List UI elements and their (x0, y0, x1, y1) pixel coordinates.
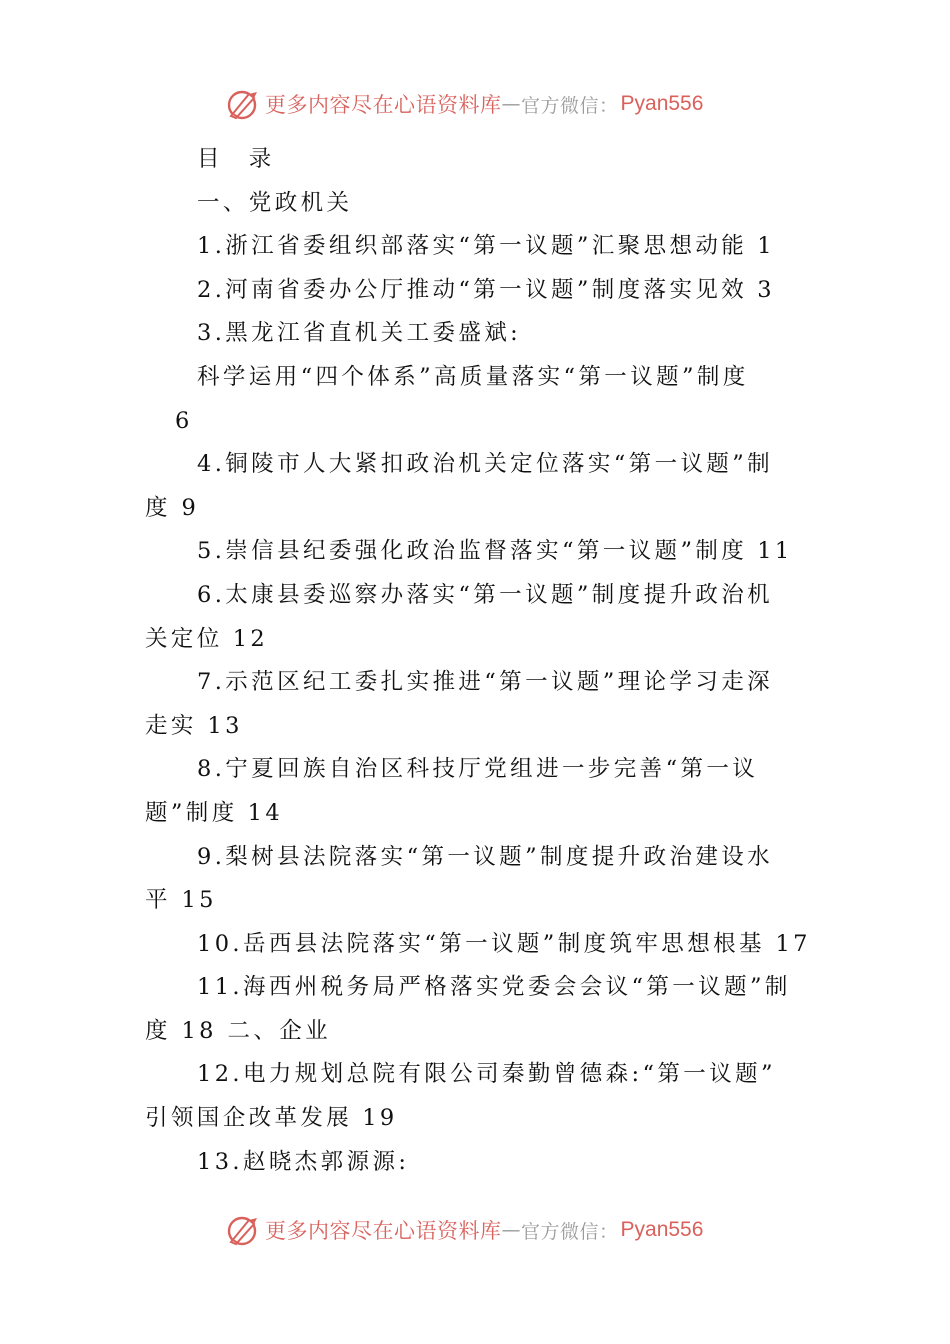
toc-entry-continued (145, 487, 805, 531)
toc-entry: 6.太康县委巡察办落实“第一议题”制度提升政治机 (197, 581, 774, 608)
toc-entry: 7.示范区纪工委扎实推进“第一议题”理论学习走深 (197, 669, 774, 696)
watermark-label: 官方微信： (521, 94, 619, 117)
toc-entry: 11.海西州税务局严格落实党委会会议“第一议题”制 (197, 974, 791, 1001)
toc-page-number: 13 (207, 712, 243, 739)
watermark-id: Pyan556 (620, 1218, 704, 1241)
toc-entry-continued (145, 1097, 805, 1141)
toc-page-number: 3 (757, 276, 775, 303)
toc-page-number: 12 (232, 625, 269, 652)
toc-entry (145, 923, 811, 967)
toc-entry (145, 225, 805, 269)
toc-page-number: 14 (247, 799, 284, 826)
toc-page-number: 19 (362, 1105, 398, 1132)
toc-entry: 8.宁夏回族自治区科技厅党组进一步完善“第一议 (197, 756, 759, 783)
toc-entry-text: 5.崇信县纪委强化政治监督落实“第一议题”制度 (197, 538, 748, 565)
toc-entry: 3.黑龙江省直机关工委盛斌: (197, 320, 522, 347)
toc-entry-text: 引领国企改革发展 (145, 1105, 353, 1132)
watermark-footer (225, 1212, 703, 1248)
toc-entry-continued (145, 879, 805, 923)
toc-page-number: 1 (757, 233, 775, 260)
watermark-text: 更多内容尽在心语资料库 (265, 1219, 502, 1243)
watermark-id: Pyan556 (620, 92, 704, 115)
toc-entry-continued (145, 618, 805, 662)
toc-entry-text: 1.浙江省委组织部落实“第一议题”汇聚思想动能 (197, 233, 748, 260)
toc-entry: 9.梨树县法院落实“第一议题”制度提升政治建设水 (197, 843, 774, 870)
toc-entry-text: 题”制度 (145, 799, 238, 826)
toc-title: 目 录 (197, 146, 275, 172)
toc-page-number: 9 (181, 494, 200, 521)
toc-section-heading: 二、企业 (227, 1017, 332, 1044)
watermark-text: 更多内容尽在心语资料库 (265, 93, 502, 117)
toc-entry-continued: 科学运用“四个体系”高质量落实“第一议题”制度 (197, 363, 749, 390)
watermark-label: 官方微信： (521, 1220, 619, 1243)
toc-entry-text: 度 (145, 1017, 171, 1044)
toc-page-number: 15 (181, 887, 217, 914)
toc-page-number: 18 (181, 1017, 217, 1044)
pen-logo-icon (225, 1212, 261, 1248)
toc-entry: 4.铜陵市人大紧扣政治机关定位落实“第一议题”制 (197, 451, 774, 478)
toc-page-number: 17 (775, 930, 811, 957)
toc-entry-continued (145, 1010, 805, 1054)
watermark-separator: — (501, 93, 521, 115)
toc-entry-text: 平 (145, 887, 171, 914)
watermark-header (225, 86, 703, 122)
toc-entry (145, 530, 805, 574)
table-of-contents (145, 138, 811, 1184)
toc-entry-text: 2.河南省委办公厅推动“第一议题”制度落实见效 (197, 276, 748, 303)
toc-section-heading: 一、党政机关 (197, 189, 353, 216)
toc-entry-continued (145, 705, 805, 749)
toc-page-number: 11 (757, 538, 793, 565)
toc-entry-continued (145, 792, 805, 836)
toc-page-number: 6 (175, 407, 193, 434)
pen-logo-icon (225, 86, 261, 122)
toc-entry (145, 269, 805, 313)
toc-entry: 12.电力规划总院有限公司秦勤曾德森:“第一议题” (197, 1061, 776, 1088)
toc-entry-text: 关定位 (145, 625, 223, 652)
toc-entry-text: 度 (145, 494, 171, 521)
watermark-separator: — (501, 1219, 521, 1241)
toc-entry: 13.赵晓杰郭源源: (197, 1148, 410, 1175)
toc-entry-text: 10.岳西县法院落实“第一议题”制度筑牢思想根基 (197, 930, 765, 957)
toc-entry-text: 走实 (145, 712, 197, 739)
